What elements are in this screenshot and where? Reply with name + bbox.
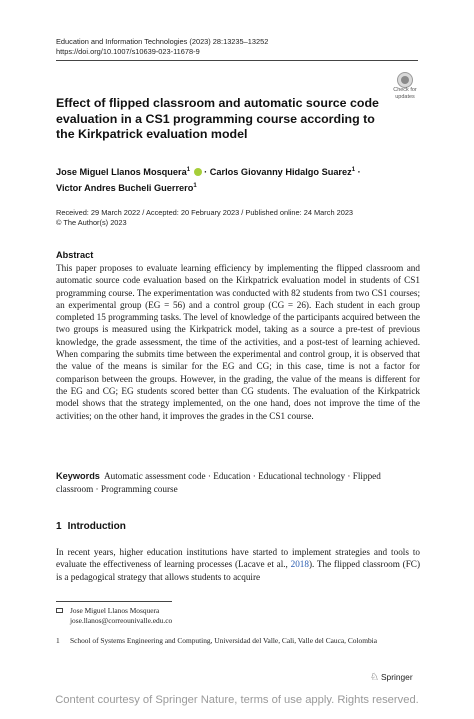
publisher-logo — [370, 672, 413, 683]
author-name[interactable]: Victor Andres Bucheli Guerrero — [56, 182, 194, 193]
header-rule — [56, 60, 418, 61]
date-history: Received: 29 March 2022 / Accepted: 20 February 2023 / Published online: 24 March 2023 — [56, 208, 354, 217]
keywords-label: Keywords — [56, 471, 100, 481]
springer-horse-icon: ♘ — [370, 672, 379, 683]
paper-title: Effect of flipped classroom and automatic source code evaluation in a CS1 programming course according to the Kirkpatrick evaluation model — [56, 96, 379, 141]
footnote-rule — [56, 601, 172, 602]
publisher-name: Springer — [380, 672, 413, 682]
doi-link[interactable]: https://doi.org/10.1007/s10639-023-11678-9 — [56, 47, 200, 56]
abstract-heading: Abstract — [56, 250, 94, 260]
corresponding-name: Jose Miguel Llanos Mosquera — [70, 606, 160, 615]
check-updates-icon — [397, 72, 413, 88]
keywords-list: Automatic assessment code · Education · Educational technology · Flipped classroom · Programming course — [56, 471, 381, 494]
check-updates-label: Check for updates — [393, 87, 417, 100]
keywords-block — [56, 470, 420, 495]
author-list: Jose Miguel Llanos Mosquera$^1$ · Carlos Giovanny Hidalgo Suarez$^1$ · Victor Andres Bucheli Guerrero$^1$ — [56, 167, 361, 193]
check-for-updates-badge[interactable] — [390, 72, 420, 102]
corresponding-author-note — [56, 606, 415, 626]
abstract-text: This paper proposes to evaluate learning efficiency by implementing the flipped classroom and automatic source code evaluation based on the Kirkpatrick evaluation model in students of CS1 programming course. The experimentation was conducted with 82 students from two CS1 courses; an experimental group (EG = 56) and a control group (CG = 26). Each student in each group completed 15 programming tasks. The level of knowledge of the participants acquired between the two groups is measured using the Kirkpatrick model, taking as a source a pre-test of previous knowledge, the grade assessment, the time of the activities, and a post-test of learning achieved. When comparing the submits time between the experimental and control group, it is observed that the value of the means is similar for the EG and CG; in this case, time is not a factor for comparison between the groups. However, in the grading, the value of the means is different for the EG and CG; EG students scored better than CG students. The evaluation of the Kirkpatrick model shows that the strategy implemented, on the one hand, does not improve the time of the activities; on the other hand, it improves the grades in the CS1 course. — [56, 263, 420, 421]
affiliation-text: School of Systems Engineering and Computing, Universidad del Valle, Cali, Valle del Cauca, Colombia — [70, 636, 378, 645]
section-title: Introduction — [67, 521, 126, 532]
section-number: 1 — [56, 521, 62, 532]
section-heading — [56, 521, 126, 532]
affiliation-number: 1 — [56, 636, 60, 645]
author-name[interactable]: Carlos Giovanny Hidalgo Suarez — [209, 167, 352, 178]
journal-header — [56, 37, 268, 57]
author-affiliation-mark: 1 — [186, 167, 191, 173]
author-affiliation-mark: 1 — [351, 167, 356, 173]
intro-text-before: In recent years, higher education institutions have started to implement strategies and tools to evaluate the effectiveness of learning processes (Lacave et al., — [56, 547, 420, 570]
intro-text-after: ). The flipped classroom (FC) is a pedagogical strategy that allows students to acquire — [56, 559, 420, 582]
copyright-line: © The Author(s) 2023 — [56, 218, 127, 227]
author-affiliation-mark: 1 — [193, 182, 197, 189]
journal-citation: Education and Information Technologies (2023) 28:13235–13252 — [56, 37, 269, 46]
introduction-text — [56, 546, 420, 583]
citation-link[interactable]: 2018 — [290, 559, 309, 570]
publication-dates — [56, 208, 353, 228]
courtesy-watermark: Content courtesy of Springer Nature, terms of use apply. Rights reserved. — [55, 694, 419, 706]
author-name[interactable]: Jose Miguel Llanos Mosquera — [56, 167, 187, 178]
envelope-icon — [56, 608, 63, 613]
corresponding-email[interactable]: jose.llanos@correounivalle.edu.co — [70, 616, 173, 625]
affiliation-note — [56, 636, 415, 646]
orcid-icon[interactable] — [194, 168, 202, 176]
